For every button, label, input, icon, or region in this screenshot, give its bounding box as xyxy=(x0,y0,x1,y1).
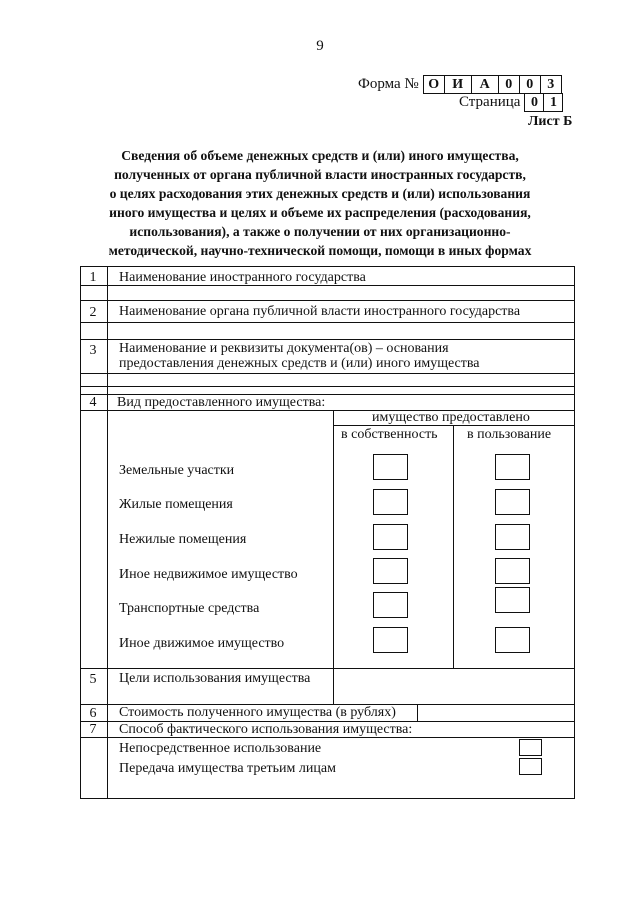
property-item: Иное недвижимое имущество xyxy=(119,567,298,582)
page-label: Страница xyxy=(459,94,521,110)
form-code-cells xyxy=(423,75,562,94)
ownership-checkbox[interactable] xyxy=(373,592,408,618)
use-checkbox[interactable] xyxy=(495,627,530,653)
provided-header: имущество предоставлено xyxy=(372,410,530,425)
title-line: иного имущества и целях и объеме их распределения (расходования, xyxy=(109,205,531,220)
table-rule xyxy=(80,300,575,301)
usage-checkbox-direct[interactable] xyxy=(519,739,542,756)
form-label: Форма № xyxy=(358,75,419,92)
form-code-cell: О xyxy=(424,75,445,94)
table-border-right xyxy=(574,266,575,799)
ownership-checkbox[interactable] xyxy=(373,558,408,584)
row-number: 2 xyxy=(89,305,97,320)
row-label-property-type: Вид предоставленного имущества: xyxy=(117,395,326,410)
table-rule xyxy=(80,668,575,669)
sheet-label: Лист Б xyxy=(528,114,573,129)
row-label-usage-method: Способ фактического использования имущества: xyxy=(119,722,413,737)
usage-option: Непосредственное использование xyxy=(119,741,322,756)
title-line: о целях расходования этих денежных средств и (или) использования xyxy=(109,186,531,201)
row-label-document: Наименование и реквизиты документа(ов) – основания xyxy=(119,341,449,356)
title-line: использования), а также о получении от них организационно- xyxy=(129,224,511,239)
column-use: в пользование xyxy=(467,427,552,442)
use-checkbox[interactable] xyxy=(495,489,530,515)
row-number: 1 xyxy=(89,270,97,285)
table-rule xyxy=(80,798,575,799)
row-label-value: Стоимость полученного имущества (в рублях) xyxy=(119,705,396,720)
row-label-authority: Наименование органа публичной власти иностранного государства xyxy=(119,304,521,319)
property-item: Транспортные средства xyxy=(119,601,260,616)
form-code-cell: И xyxy=(445,75,472,94)
usage-checkbox-transfer[interactable] xyxy=(519,758,542,775)
page-number: 9 xyxy=(316,38,324,54)
table-rule xyxy=(80,266,575,267)
table-number-divider xyxy=(107,266,108,799)
table-rule xyxy=(80,322,575,323)
use-checkbox[interactable] xyxy=(495,587,530,613)
page-cells xyxy=(524,93,563,112)
use-checkbox[interactable] xyxy=(495,454,530,480)
row-number: 7 xyxy=(89,722,97,737)
property-item: Иное движимое имущество xyxy=(119,636,285,651)
ownership-checkbox[interactable] xyxy=(373,524,408,550)
table-rule xyxy=(80,339,575,340)
title-line: методической, научно-технической помощи, помощи в иных формах xyxy=(108,243,532,258)
ownership-checkbox[interactable] xyxy=(373,454,408,480)
form-code-cell: А xyxy=(472,75,499,94)
row-label-country: Наименование иностранного государства xyxy=(119,270,366,285)
use-checkbox[interactable] xyxy=(495,558,530,584)
table-rule xyxy=(80,386,575,387)
row-label-purpose: Цели использования имущества xyxy=(119,671,311,686)
table-col-divider xyxy=(417,704,418,721)
property-item: Земельные участки xyxy=(119,463,235,478)
form-code-cell: 0 xyxy=(520,75,541,94)
column-ownership: в собственность xyxy=(341,427,438,442)
property-item: Нежилые помещения xyxy=(119,532,247,547)
title-line: полученных от органа публичной власти иностранных государств, xyxy=(114,167,526,182)
form-code-cell: 3 xyxy=(541,75,562,94)
page-cell: 0 xyxy=(525,93,544,112)
property-item: Жилые помещения xyxy=(119,497,233,512)
form-number xyxy=(358,74,562,94)
form-code-cell: 0 xyxy=(499,75,520,94)
row-label-document-cont: предоставления денежных средств и (или) иного имущества xyxy=(119,356,480,371)
usage-option: Передача имущества третьим лицам xyxy=(119,761,336,776)
page-cell: 1 xyxy=(544,93,563,112)
table-col-divider xyxy=(333,410,334,668)
title-line: Сведения об объеме денежных средств и (или) иного имущества, xyxy=(121,148,519,163)
document-title xyxy=(70,146,570,260)
row-number: 3 xyxy=(89,343,97,358)
ownership-checkbox[interactable] xyxy=(373,627,408,653)
row-number: 4 xyxy=(89,395,97,410)
use-checkbox[interactable] xyxy=(495,524,530,550)
ownership-checkbox[interactable] xyxy=(373,489,408,515)
table-col-divider xyxy=(453,425,454,668)
row-number: 5 xyxy=(89,672,97,687)
row-number: 6 xyxy=(89,706,97,721)
table-col-divider xyxy=(333,668,334,704)
page-indicator xyxy=(459,93,563,112)
table-rule xyxy=(80,373,575,374)
